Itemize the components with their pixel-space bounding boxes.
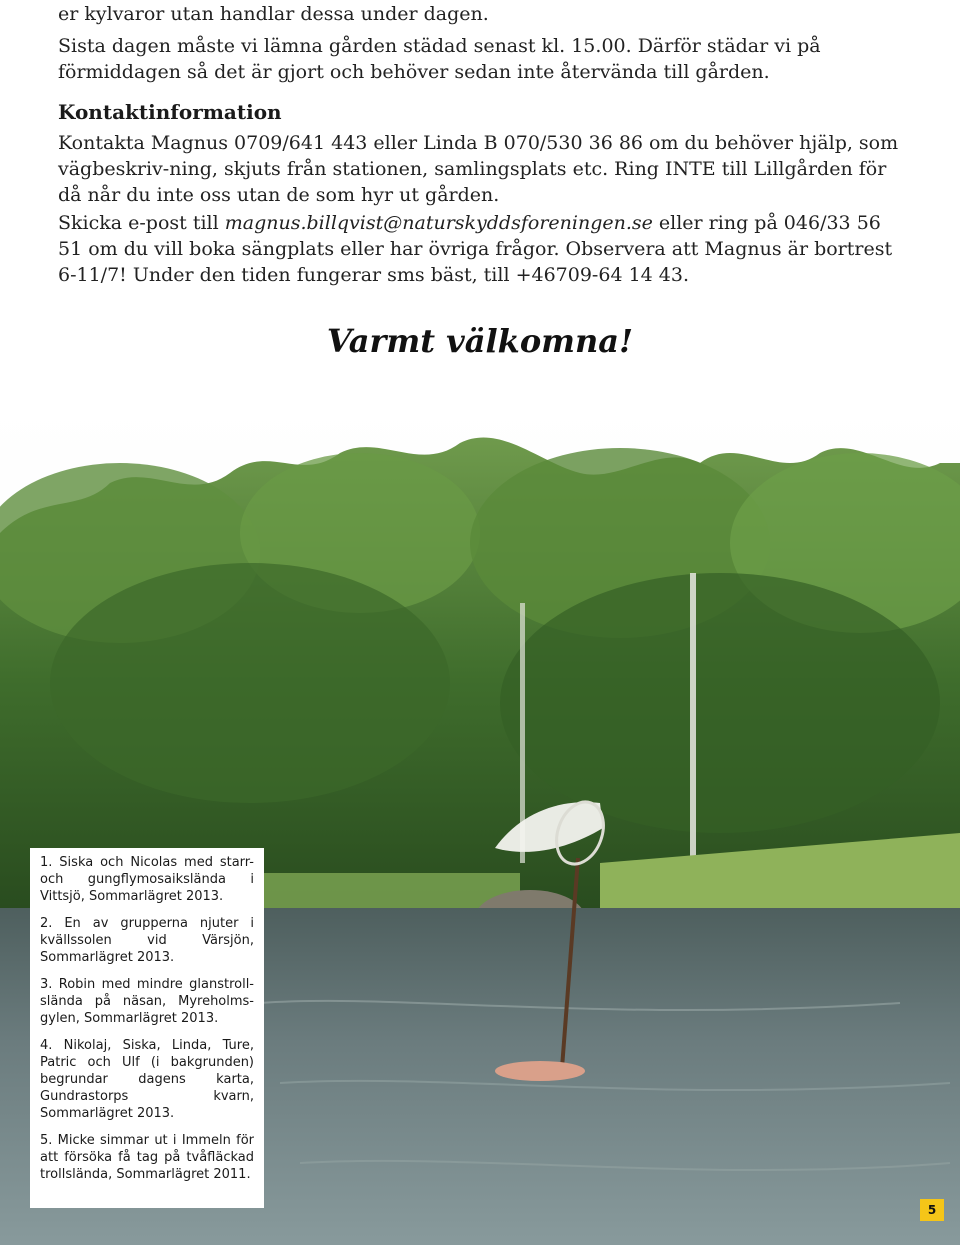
photo-captions — [30, 848, 264, 1208]
contact-email-prefix: Skicka e-post till — [58, 212, 225, 234]
caption-1: 1. Siska och Nicolas med starr-och gungflymosaikslända i Vittsjö, Sommarlägret 2013. — [40, 855, 254, 904]
intro-text-1: er kylvaror utan handlar dessa under dagen. — [58, 3, 489, 25]
intro-text-2: Sista dagen måste vi lämna gården städad senast kl. 15.00. Därför städar vi på förmiddagen så det är gjort och behöver sedan inte återvända till gården. — [58, 35, 821, 83]
contact-paragraph-2 — [58, 210, 904, 288]
caption-3: 3. Robin med mindre glanstroll-slända på näsan, Myreholms-gylen, Sommarlägret 2013. — [40, 977, 254, 1026]
contact-text-2 — [58, 210, 904, 288]
contact-text-1: Kontakta Magnus 0709/641 443 eller Linda B 070/530 36 86 om du behöver hjälp, som vägbeskriv-ning, skjuts från stationen, samlingsplats etc. Ring INTE till Lillgården för då når du inte oss utan de som hyr ut gården. — [58, 132, 899, 206]
caption-4: 4. Nikolaj, Siska, Linda, Ture, Patric och Ulf (i bakgrunden) begrundar dagens karta, Gundrastorps kvarn, Sommarlägret 2013. — [40, 1038, 254, 1121]
welcome-heading: Varmt välkomna! — [326, 322, 634, 360]
caption-2: 2. En av grupperna njuter i kvällssolen vid Värsjön, Sommarlägret 2013. — [40, 916, 254, 965]
contact-email-link[interactable]: magnus.billqvist@naturskyddsforeningen.se — [224, 212, 653, 234]
contact-email-suffix: eller ring på 046/33 56 51 om du vill boka sängplats eller har övriga frågor. Observera att Magnus är bortrest 6-11/7! Under den tiden fungerar sms bäst, till +46709-64 14 43. — [58, 212, 893, 286]
contact-heading: Kontaktinformation — [58, 100, 282, 124]
page-number-badge: 5 — [920, 1199, 944, 1221]
intro-paragraph-1 — [58, 1, 904, 27]
contact-paragraph-1 — [58, 130, 904, 208]
intro-paragraph-2 — [58, 33, 904, 85]
caption-5: 5. Micke simmar ut i Immeln för att försöka få tag på tvåfläckad trollslända, Sommarlägret 2011. — [40, 1133, 254, 1182]
